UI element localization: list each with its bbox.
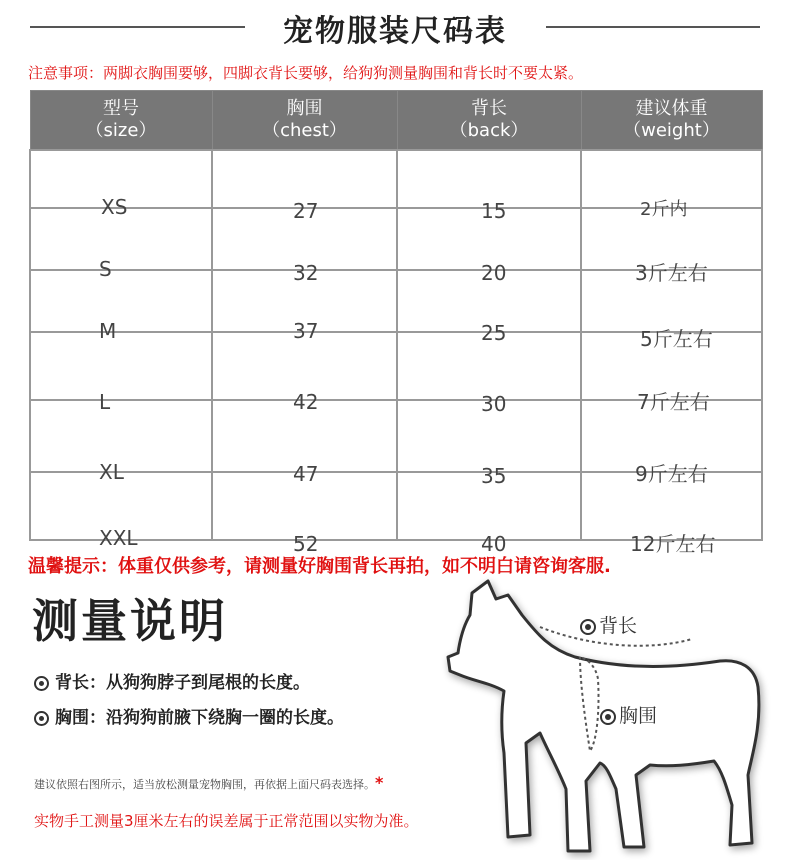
table-row: [30, 150, 762, 208]
target-icon: [34, 711, 49, 726]
table-header-row: [30, 91, 762, 151]
cell-weight: 2斤内: [581, 150, 762, 208]
target-icon: [580, 619, 596, 635]
cell-size: S: [30, 208, 212, 270]
cell-weight: 7斤左右: [581, 332, 762, 400]
title-divider-left: [30, 26, 245, 28]
asterisk-icon: *: [375, 773, 384, 792]
dog-measure-illustration: [430, 575, 790, 860]
header-size: 型号 （size）: [30, 91, 212, 151]
cell-size: XS: [30, 150, 212, 208]
cell-weight: 3斤左右: [581, 208, 762, 270]
back-length-label: 背长: [580, 611, 637, 638]
cell-size: XXL: [30, 472, 212, 540]
target-icon: [34, 676, 49, 691]
page-title: 宠物服装尺码表: [283, 14, 507, 49]
cell-size: XL: [30, 400, 212, 472]
header: [0, 0, 790, 56]
header-back: 背长 （back）: [397, 91, 581, 151]
cell-chest: 37: [212, 270, 397, 332]
cell-chest: 52: [212, 472, 397, 540]
back-description: 背长：从狗狗脖子到尾根的长度。: [34, 668, 310, 693]
header-weight: 建议体重 （weight）: [581, 91, 762, 151]
cell-weight: 5斤左右: [581, 270, 762, 332]
title-divider-right: [546, 26, 760, 28]
measure-title: 测量说明: [32, 594, 228, 648]
notice-text: 注意事项：两脚衣胸围要够，四脚衣背长要够，给狗狗测量胸围和背长时不要太紧。: [28, 64, 584, 82]
chest-description: 胸围：沿狗狗前腋下绕胸一圈的长度。: [34, 703, 344, 728]
cell-back: 25: [397, 270, 581, 332]
chest-girth-label: 胸围: [600, 701, 657, 728]
cell-size: L: [30, 332, 212, 400]
cell-size: M: [30, 270, 212, 332]
cell-chest: 47: [212, 400, 397, 472]
error-note: 实物手工测量3厘米左右的误差属于正常范围以实物为准。: [34, 812, 419, 830]
cell-back: 40: [397, 472, 581, 540]
cell-chest: 42: [212, 332, 397, 400]
cell-weight: 12斤左右: [581, 472, 762, 540]
cell-back: 20: [397, 208, 581, 270]
cell-back: 15: [397, 150, 581, 208]
cell-back: 35: [397, 400, 581, 472]
cell-back: 30: [397, 332, 581, 400]
cell-chest: 27: [212, 150, 397, 208]
cell-weight: 9斤左右: [581, 400, 762, 472]
measure-note: 建议依照右图所示，适当放松测量宠物胸围，再依据上面尺码表选择。*: [34, 773, 384, 792]
target-icon: [600, 709, 616, 725]
tip-text: 温馨提示：体重仅供参考，请测量好胸围背长再拍，如不明白请咨询客服.: [28, 556, 611, 577]
cell-chest: 32: [212, 208, 397, 270]
header-chest: 胸围 （chest）: [212, 91, 397, 151]
size-chart-table: [29, 90, 763, 556]
